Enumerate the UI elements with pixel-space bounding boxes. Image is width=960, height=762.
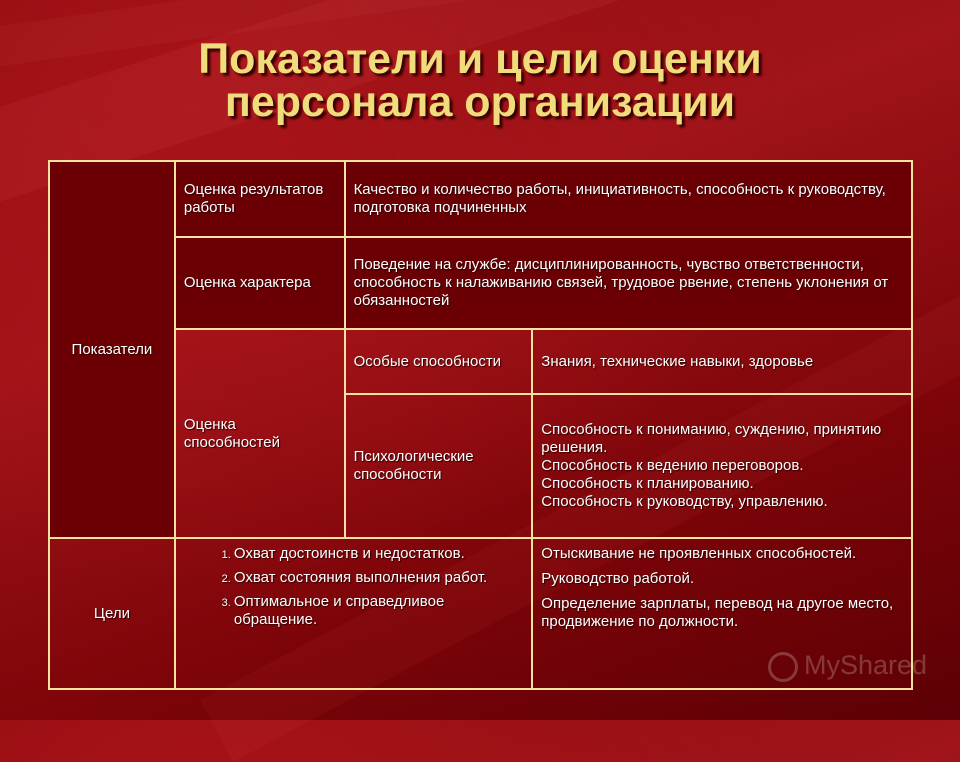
goal-item: 1. Охват достоинств и недостатков. [234, 545, 523, 563]
goal-item: 2. Охват состояния выполнения работ. [234, 569, 523, 587]
watermark [768, 650, 927, 682]
special-abilities-description: Знания, технические навыки, здоровье [532, 329, 912, 394]
character-evaluation-description: Поведение на службе: дисциплинированность, чувство ответственности, способность к налаживанию связей, трудовое рвение, степень уклонения от обязанностей [345, 237, 912, 329]
goal-result: Руководство работой. [541, 570, 694, 587]
goals-header-cell: Цели [49, 538, 175, 689]
goal-result: Определение зарплаты, перевод на другое место, продвижение по должности. [541, 595, 894, 630]
goals-list-cell [175, 538, 532, 689]
psych-ability-line: Способность к руководству, управлению. [541, 493, 828, 510]
table-row [49, 237, 912, 329]
psych-abilities-cell: Психологические способности [345, 394, 533, 538]
table-row [49, 161, 912, 237]
abilities-evaluation-cell: Оценка способностей [175, 329, 345, 538]
psych-ability-line: Способность к планированию. [541, 475, 754, 492]
result-evaluation-description: Качество и количество работы, инициативность, способность к руководству, подготовка подчиненных [345, 161, 912, 237]
title-line-2: персонала организации [224, 78, 736, 126]
evaluation-table [48, 160, 913, 690]
watermark-text: MyShared [804, 650, 928, 680]
table-row [49, 329, 912, 394]
character-evaluation-cell: Оценка характера [175, 237, 345, 329]
watermark-logo-icon [768, 652, 798, 682]
goals-list [184, 545, 523, 629]
psych-abilities-description [532, 394, 912, 538]
indicators-header-cell: Показатели [49, 161, 175, 538]
result-evaluation-cell: Оценка результатов работы [175, 161, 345, 237]
goal-result: Отыскивание не проявленных способностей. [541, 545, 857, 562]
slide-title [0, 35, 960, 126]
goal-item: 3. Оптимальное и справедливое обращение. [234, 593, 523, 629]
title-line-1: Показатели и цели оценки [198, 35, 762, 83]
psych-ability-line: Способность к ведению переговоров. [541, 457, 804, 474]
psych-ability-line: Способность к пониманию, суждению, принятию решения. [541, 421, 882, 456]
special-abilities-cell: Особые способности [345, 329, 533, 394]
